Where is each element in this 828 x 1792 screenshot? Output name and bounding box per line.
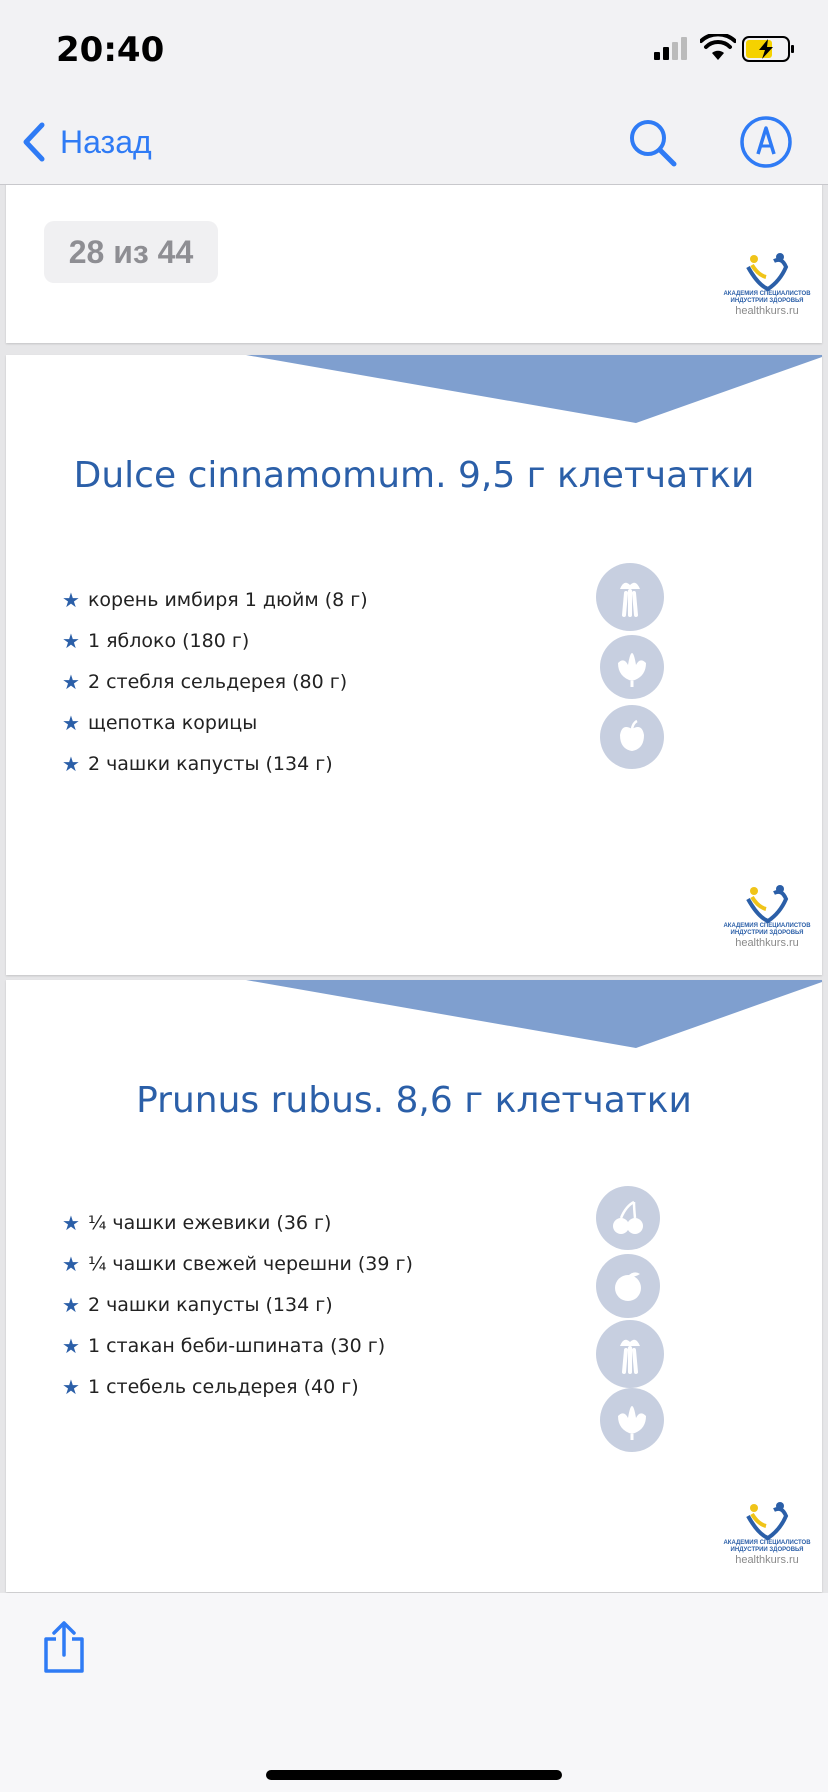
star-icon: ★ [62,710,80,735]
share-icon[interactable] [40,1619,88,1675]
ingredient-list [62,1202,413,1407]
academy-logo-icon [744,251,790,291]
ingredient-list [62,579,368,784]
slide-dulce-cinnamomum [6,355,822,975]
kale-icon [600,1388,664,1452]
back-label: Назад [60,123,152,160]
list-item: ★ корень имбиря 1 дюйм (8 г) [62,587,368,612]
chevron-left-icon [22,122,46,162]
academy-logo-icon [744,883,790,923]
document-viewer[interactable] [0,185,828,1593]
navigation-bar [0,100,828,185]
markup-pen-icon[interactable] [738,114,794,170]
list-item: ★ ¼ чашки свежей черешни (39 г) [62,1251,413,1276]
battery-charging-icon [742,36,796,62]
logo-line-2: ИНДУСТРИИ ЗДОРОВЬЯ [730,1547,804,1553]
star-icon: ★ [62,1374,80,1399]
academy-logo-icon [744,1500,790,1540]
academy-logo [722,1500,812,1586]
home-indicator[interactable] [266,1770,562,1780]
star-icon: ★ [62,628,80,653]
slide-title: Prunus rubus. 8,6 г клетчатки [136,1080,692,1121]
academy-logo [722,883,812,969]
cherry-icon [596,1186,660,1250]
peach-icon [596,1254,660,1318]
star-icon: ★ [62,1292,80,1317]
logo-url: healthkurs.ru [735,937,799,949]
logo-line-1: АКАДЕМИЯ СПЕЦИАЛИСТОВ [723,291,811,297]
slide-previous [6,185,822,343]
kale-icon [600,635,664,699]
star-icon: ★ [62,1333,80,1358]
search-icon[interactable] [624,114,680,170]
status-bar [0,0,828,100]
slide-banner [246,355,822,425]
list-item: ★ 1 яблоко (180 г) [62,628,250,653]
celery-icon [596,1320,664,1388]
list-item: ★ щепотка корицы [62,710,258,735]
academy-logo [722,251,812,337]
list-item: ★ 1 стебель сельдерея (40 г) [62,1374,359,1399]
logo-url: healthkurs.ru [735,1554,799,1566]
apple-icon [600,705,664,769]
logo-url: healthkurs.ru [735,305,799,317]
star-icon: ★ [62,1251,80,1276]
star-icon: ★ [62,587,80,612]
bottom-toolbar [0,1593,828,1792]
logo-line-1: АКАДЕМИЯ СПЕЦИАЛИСТОВ [723,923,811,929]
celery-icon [596,563,664,631]
logo-line-1: АКАДЕМИЯ СПЕЦИАЛИСТОВ [723,1540,811,1546]
slide-banner [246,980,822,1050]
slide-title: Dulce cinnamomum. 9,5 г клетчатки [73,455,755,496]
wifi-icon [700,34,736,62]
list-item: ★ ¼ чашки ежевики (36 г) [62,1210,332,1235]
star-icon: ★ [62,751,80,776]
list-item: ★ 1 стакан беби-шпината (30 г) [62,1333,386,1358]
cellular-signal-icon [652,36,694,62]
slide-prunus-rubus [6,980,822,1592]
page-indicator: 28 из 44 [44,221,218,283]
logo-line-2: ИНДУСТРИИ ЗДОРОВЬЯ [730,298,804,304]
back-button[interactable] [22,118,152,166]
logo-line-2: ИНДУСТРИИ ЗДОРОВЬЯ [730,930,804,936]
star-icon: ★ [62,1210,80,1235]
list-item: ★ 2 стебля сельдерея (80 г) [62,669,348,694]
list-item: ★ 2 чашки капусты (134 г) [62,1292,333,1317]
list-item: ★ 2 чашки капусты (134 г) [62,751,333,776]
star-icon: ★ [62,669,80,694]
status-time: 20:40 [56,30,165,70]
